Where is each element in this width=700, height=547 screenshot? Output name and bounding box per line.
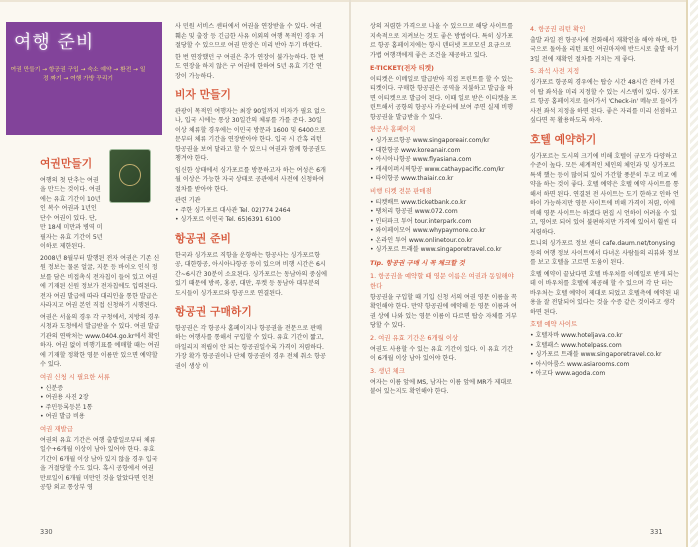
paragraph: 여행의 첫 단추는 여권을 만드는 것이다. 여권에는 유효 기간이 10년인 복수 여권과 1년인 단수 여권이 있다. 단, 만 18세 미만과 병역 미필자는 유효 기간이 5년 이하로 제한된다. xyxy=(40,176,103,251)
list-item: • 호텔자바 www.hoteljava.co.kr xyxy=(530,332,623,340)
subheading-required-docs: 여권 신청 시 필요한 서류 xyxy=(40,372,110,381)
subheading-airlines: 항공사 홈페이지 xyxy=(370,125,416,134)
list-item: • 와이페이모어 www.whypaymore.co.kr xyxy=(370,227,486,235)
paragraph: 출발 과일 전 항공사에 전화해서 재확인을 해야 하며, 한국으로 돌아올 리턴 표인 여권마저에 반드시로 출발 하기 3일 전에 재확인 절차를 거치는 게 좋다. xyxy=(530,36,679,63)
list-item: • 싱가포르 이민국 Tel. 65)6391 6100 xyxy=(175,216,281,224)
list-item: • 주민등록등본 1통 xyxy=(40,403,93,411)
tip-heading: Tip. 항공권 구매 시 꼭 체크할 것 xyxy=(370,258,465,267)
paragraph: 여권도 사용할 수 있는 유효 기간이 있다. 이 유효 기간이 6개월 이상 남아 있어야 한다. xyxy=(370,345,513,363)
list-item: • 여권 발급 비용 xyxy=(40,413,85,421)
list-item: • 신분증 xyxy=(40,384,64,392)
paragraph: 토니의 싱가포르 정보 센터 cafe.daum.net/tonysing 등의 여행 정보 사이트에서 다녀온 사람들의 리뷰와 정보를 보고 호텔을 고르면 도움이 된다. xyxy=(530,240,679,267)
paragraph: 상의 저렴한 가격으로 나올 수 있으므로 해당 사이트를 지속적으로 지켜보는 것도 좋은 방법이다. 특히 싱가포르 항공 홈페이지에는 항시 덴터넷 프로모션 요금으로 가볍 여행객에게 좋은 조건을 제공하고 있다. xyxy=(370,23,514,59)
heading-hotel: 호텔 예약하기 xyxy=(530,132,597,146)
list-item: • 여권용 사진 2장 xyxy=(40,394,89,402)
paragraph: 관광이 목적인 여행자는 최장 90일까지 비자가 필요 없으나, 입국 시에는 통상 30일간의 체류를 가를 준다. 30일 이상 체류할 경우에는 이민국 방문과 1600 및 6400으로 문부터 체류 기간을 연장받아야 한다. 입국 시 간혹 리턴 항공권을 보여 달라고 할 수 있으니 여권과 함께 항공권도 챙겨야 한다. xyxy=(175,107,326,163)
paragraph: 항공권은 각 항공사 홈페이지나 항공권을 전문으로 판매하는 여행사를 통해서 구입할 수 있다. 유효 기간이 짧고, 마일리지 적립이 안 되는 항공권일수록 가격이 저렴하다. 가장 확가 항공권이나 단체 항공권이 경우 전체 취소 항공권이 생상 이 xyxy=(175,324,326,370)
tip-item-heading: 5. 좌석 사전 지정 xyxy=(530,67,580,76)
hotel-site-list xyxy=(530,331,680,379)
list-item: • 주한 싱가포르 대사관 Tel. 02)774 2464 xyxy=(175,206,291,214)
tip-item-heading: 1. 항공권을 예약할 때 영문 이름은 여권과 동일해야 한다 xyxy=(370,271,514,290)
paragraph: 이티켓은 이메일로 발급받아 직접 프린트를 할 수 있는 티켓이다. 구매한 항공권은 공역을 지불하고 발급을 하면 이티켓으로 발급이 된다. 이때 일로 받은 이티켓을 프린트해서 공항의 항공사 카운터에 보여 주면 실제 비행 항공권을 발급받을 수 있다. xyxy=(370,75,517,121)
paragraph: 싱가포르 항공의 경우에는 탑승 시간 48시간 전에 가진 이 탑 좌석을 미리 지정할 수 있는 시스템이 있다. 싱가포르 항공 홈페이지로 들어가서 'Check-in' 메뉴로 들어가 사전 좌석 지정을 하면 된다. 좋은 자리를 미리 선점하고 싶다면 꼭 활용하도록 하자. xyxy=(530,79,679,125)
paragraph: 한국과 싱가포르 직항을 운항하는 항공사는 싱가포르항공, 대한항공, 아시아나항공 등이 있으며 비행 시간은 6시간~6시간 30분이 소요된다. 싱가포르는 동남아의 중심에 있기 때문에 방콕, 홍콩, 대만, 푸켓 등 동남아 대부분의 도시들이 싱가포르와 항공으로 연결된다. xyxy=(175,251,327,297)
list-item: • 온라인 투어 www.onlinetour.co.kr xyxy=(370,236,473,244)
section-banner xyxy=(6,22,162,135)
heading-eticket: E-TICKET(전자 티켓) xyxy=(370,64,434,72)
list-item: • 타이항공 www.thaiair.co.kr xyxy=(370,175,454,183)
passport-image xyxy=(110,150,150,202)
banner-nav: 여권 만들기 → 항공권 구입 → 숙소 예약 → 환전 → 일정 짜기 → 여행 가방 꾸리기 xyxy=(10,67,146,83)
paragraph: 항공권을 구입할 때 기입 신청 서의 여권 영문 이름을 꼭 확인해야 한다. 만약 항공권에 예약해 둔 영문 이름과 여권 상에 나와 있는 영문 이름이 다르면 탑승 자체를 거부당할 수 있다. xyxy=(370,293,517,330)
list-item: • 대한항공 www.koreanair.com xyxy=(370,146,461,154)
paragraph: 사 민원 서비스 센터에서 여권을 연장받을 수 있다. 여권 훼손 및 출장 등 긴급한 사유 이외의 여행 목적인 경우 거절당할 수 있으므로 여권 만장은 미리 반아 두기 바란다. xyxy=(175,23,324,49)
paragraph: 한 번 연장했던 구 여권은 추가 연장이 불가능하다. 한 번도 연장을 하지 않은 구 여권에 한하여 5년 유효 기간 연장이 가능하다. xyxy=(175,53,324,80)
column-3 xyxy=(370,22,518,512)
subheading-ticket-agents: 비행 티켓 전문 판매점 xyxy=(370,186,432,195)
heading-visa: 비자 만들기 xyxy=(175,88,231,101)
page-gutter xyxy=(349,0,351,547)
banner-title: 여행 준비 xyxy=(14,32,95,53)
list-item: • 캐세이퍼시픽항공 www.cathaypacific.com/kr xyxy=(370,165,505,173)
column-2 xyxy=(175,22,327,502)
paragraph: 2008년 8월부터 발행된 전자 여권은 기존 신원 정보는 물론 얼굴, 지문 등 바이오 인식 정보를 담은 비접촉식 전자칩이 들어 있고 여권에 기재된 신원 정보가 전자칩에도 입력된다. 전자 여권 발급에 따라 대리인을 통한 발급은 사라지고 여권 본인 직접 신청하기 시행된다. xyxy=(40,254,160,310)
paragraph: 여권은 서울의 경우 각 구청에서, 지방의 경우 시청과 도청에서 발급받을 수 있다. 여권 발급 기관의 연락처는 www.0404.go.kr에서 확인하자. 여권 없이 비행기표를 예매할 때는 여권에 기재할 정확한 영문 이름만 있으면 예약할 수 있다. xyxy=(40,313,160,369)
related-org-label: 관련 기관 xyxy=(175,197,201,205)
subheading-hotel-sites: 호텔 예약 사이트 xyxy=(530,320,578,329)
heading-buy-ticket: 항공권 구매하기 xyxy=(175,305,252,319)
list-item: • 티켓배트 www.ticketbank.co.kr xyxy=(370,198,467,206)
tip-item-heading: 3. 생년 체크 xyxy=(370,366,405,375)
agent-list xyxy=(370,198,518,255)
page-number-left: 330 xyxy=(40,528,53,536)
list-item: • 호텔패스 www.hotelpass.com xyxy=(530,341,622,349)
list-item: • 싱가포르 트래블 www.singaporetravel.co.kr xyxy=(530,351,662,359)
subheading-reissue: 여권 재발급 xyxy=(40,424,73,433)
list-item: • 아시아룸스 www.asiarooms.com xyxy=(530,360,630,368)
org-list xyxy=(175,206,327,225)
edge-pattern xyxy=(690,0,698,547)
paragraph: 임신한 상태에서 싱가포르를 방문하고자 하는 여성은 6개월 이상은 가능한 자국 상태로 공관에서 사전에 신청하여 절차를 받아야 한다. xyxy=(175,166,326,193)
list-item: • 싱가포르항공 www.singaporeair.com/kr xyxy=(370,137,490,145)
column-4 xyxy=(530,22,680,512)
list-item: • 아시아나항공 www.flyasiana.com xyxy=(370,156,472,164)
column-1 xyxy=(40,150,160,510)
list-item: • 아고다 www.agoda.com xyxy=(530,370,606,378)
paragraph: 여권의 유효 기간은 여행 출발일로부터 체류일수+6개월 이상이 남아 있어야 한다. 유효 기간이 6개월 이상 남아 있지 않을 경우 입국을 거절당할 수도 있다. 혹시 공항에서 여권 만료일이 6개월 미만인 것을 알았다면 인천 공항 외교 통상부 영 xyxy=(40,436,158,492)
required-docs-list xyxy=(40,384,160,422)
heading-passport: 여권만들기 xyxy=(40,157,93,170)
passport-emblem-icon xyxy=(119,164,141,186)
paragraph: 호텔 예약이 끝났다면 호텔 바우처를 이메일로 받게 되는데 이 바우처를 호텔에 제공해 할 수 있으며 각 단 터는 바우처는 호텔 예약이 제대로 되었고 호텔측에 예약된 내용을 잘 전달되어 있다는 것을 수증 같은 것이라고 생각하면 된다. xyxy=(530,270,679,316)
page-number-right: 331 xyxy=(650,528,663,536)
paragraph: 여자는 이름 앞에 MS, 남자는 이름 앞에 MR가 제대로 붙어 있는지도 확인해야 한다. xyxy=(370,378,513,396)
edge-stripe xyxy=(686,0,700,547)
tip-item-heading: 2. 여권 유효 기간은 6개월 이상 xyxy=(370,333,459,342)
airline-list xyxy=(370,136,518,184)
list-item: • 싱가포르 트래블 www.singaporetravel.co.kr xyxy=(370,246,502,254)
list-item: • 인터파크 투어 tour.interpark.com xyxy=(370,217,472,225)
paragraph: 싱가포르는 도시의 크기에 비해 호텔이 규모가 다양하고 수준이 높다. 모든 세계적인 체인의 체인과 및 싱가포르 특색 했는 등이 많이되 있어 가간할 풍분히 두고 비교 예약을 하는 것이 좋다. 호텔 예약은 호텔 예약 사이트를 통해서 하면 된다. 연결된 전 사이트는 도기 한하고 인하 언하이 가능하지만 영문 사이트에 비해 가격이 저렴, 이에 비해 영문 사이트는 하겠다 편집 시 언하이 어려울 수 있고, 영어로 되어 있어 불편하지만 가격에 있어서 훨씬 더 저렴하다. xyxy=(530,152,679,236)
heading-ticket: 항공권 준비 xyxy=(175,231,231,245)
tip-item-heading: 4. 항공권 리턴 확인 xyxy=(530,25,586,33)
list-item: • 땡처리 항공권 www.072.com xyxy=(370,208,458,216)
